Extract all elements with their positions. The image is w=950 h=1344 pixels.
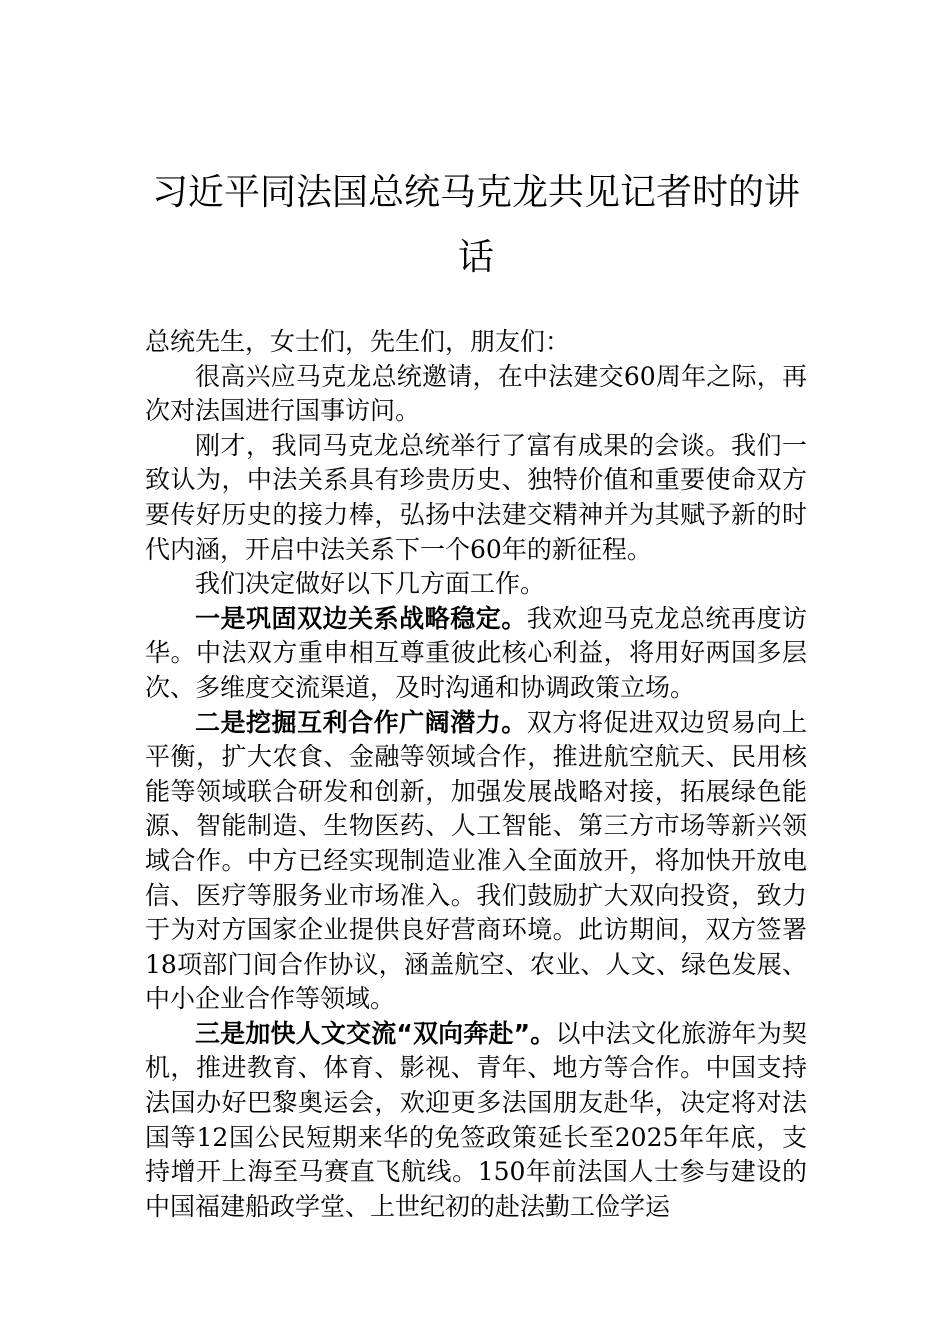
paragraph-text: 我们决定做好以下几方面工作。 bbox=[195, 569, 546, 599]
paragraph-5 bbox=[145, 706, 807, 1017]
paragraph-lead: 一是巩固双边关系战略稳定。 bbox=[195, 603, 527, 633]
document-body bbox=[145, 325, 807, 1224]
document-title: 习近平同法国总统马克龙共见记者时的讲话 bbox=[151, 172, 800, 278]
paragraph-2 bbox=[145, 429, 807, 567]
paragraph-text: 很高兴应马克龙总统邀请，在中法建交60周年之际，再次对法国进行国事访问。 bbox=[145, 361, 807, 426]
paragraph-text: 以中法文化旅游年为契机，推进教育、体育、影视、青年、地方等合作。中国支持法国办好巴黎奥运会，欢迎更多法国朋友赴华，决定将对法国等12国公民短期来华的免签政策延长至2025年年底，支持增开上海至马赛直飞航线。150年前法国人士参与建设的中国福建船政学堂、上世纪初的赴法勤工俭学运 bbox=[145, 1018, 807, 1221]
paragraph-text: 我欢迎马克龙总统再度访华。中法双方重申相互尊重彼此核心利益，将用好两国多层次、多维度交流渠道，及时沟通和协调政策立场。 bbox=[145, 603, 807, 702]
paragraph-lead: 三是加快人文交流“双向奔赴”。 bbox=[195, 1018, 556, 1048]
paragraph-4 bbox=[145, 602, 807, 706]
paragraph-text: 刚才，我同马克龙总统举行了富有成果的会谈。我们一致认为，中法关系具有珍贵历史、独特价值和重要使命双方要传好历史的接力棒，弘扬中法建交精神并为其赋予新的时代内涵，开启中法关系下一个60年的新征程。 bbox=[145, 430, 807, 564]
paragraph-6 bbox=[145, 1017, 807, 1225]
paragraph-lead: 二是挖掘互利合作广阔潜力。 bbox=[195, 707, 527, 737]
salutation: 总统先生，女士们，先生们，朋友们： bbox=[145, 327, 571, 356]
paragraph-3 bbox=[145, 567, 807, 602]
paragraph-text: 双方将促进双边贸易向上平衡，扩大农食、金融等领域合作，推进航空航天、民用核能等领域联合研发和创新，加强发展战略对接，拓展绿色能源、智能制造、生物医药、人工智能、第三方市场等新兴领域合作。中方已经实现制造业准入全面放开，将加快开放电信、医疗等服务业市场准入。我们鼓励扩大双向投资，致力于为对方国家企业提供良好营商环境。此访期间，双方签署18项部门间合作协议，涵盖航空、农业、人文、绿色发展、中小企业合作等领域。 bbox=[145, 707, 807, 1014]
paragraph-1 bbox=[145, 360, 807, 429]
